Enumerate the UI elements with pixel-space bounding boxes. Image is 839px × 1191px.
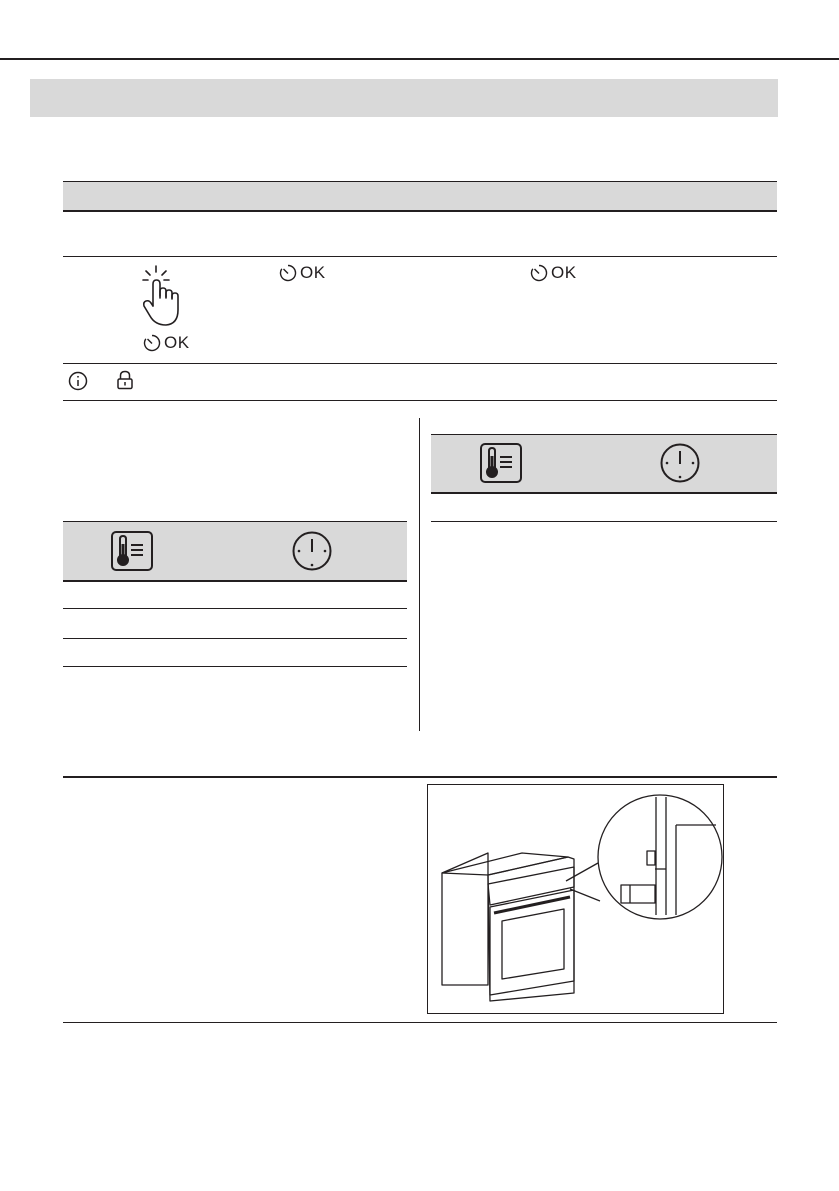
bottom-section-bottom-rule [63,1022,777,1023]
table1-row2-rule [63,363,777,364]
lock-icon [116,370,134,390]
right-table-top-rule [431,434,777,435]
right-table-bottom-rule [431,521,777,522]
left-table-row3-rule [63,666,407,667]
oven-installation-illustration [428,785,723,1013]
bottom-section-top-rule [63,776,777,778]
ok-text-mid: OK [300,263,326,282]
page-top-rule [0,58,839,60]
table1-header-bottom-rule [63,210,777,212]
left-table-top-rule [63,521,407,522]
food-sensor-thermometer-icon [479,442,523,484]
touch-hand-icon [136,264,188,328]
food-sensor-thermometer-icon [110,530,154,572]
left-table-row1-rule [63,608,407,609]
timer-icon [143,334,161,352]
right-table-header-bottom-rule [431,492,777,494]
table1-bottom-rule [63,400,777,401]
table1-header-top-rule [63,181,777,182]
table1-row1-rule [63,256,777,257]
timer-ok-label-right [530,263,577,283]
column-divider [419,418,420,731]
info-icon [68,371,88,391]
section-heading-band [30,79,778,117]
oven-illustration-frame [427,784,724,1014]
ok-text-right: OK [551,263,577,282]
timer-ok-label-left [143,333,190,353]
clock-icon [291,530,333,572]
table1-header-band [63,181,777,211]
clock-icon [659,442,701,484]
left-table-row2-rule [63,638,407,639]
timer-ok-label-mid [279,263,326,283]
left-table-header-bottom-rule [63,580,407,582]
timer-icon [279,264,297,282]
timer-icon [530,264,548,282]
ok-text-left: OK [164,333,190,352]
